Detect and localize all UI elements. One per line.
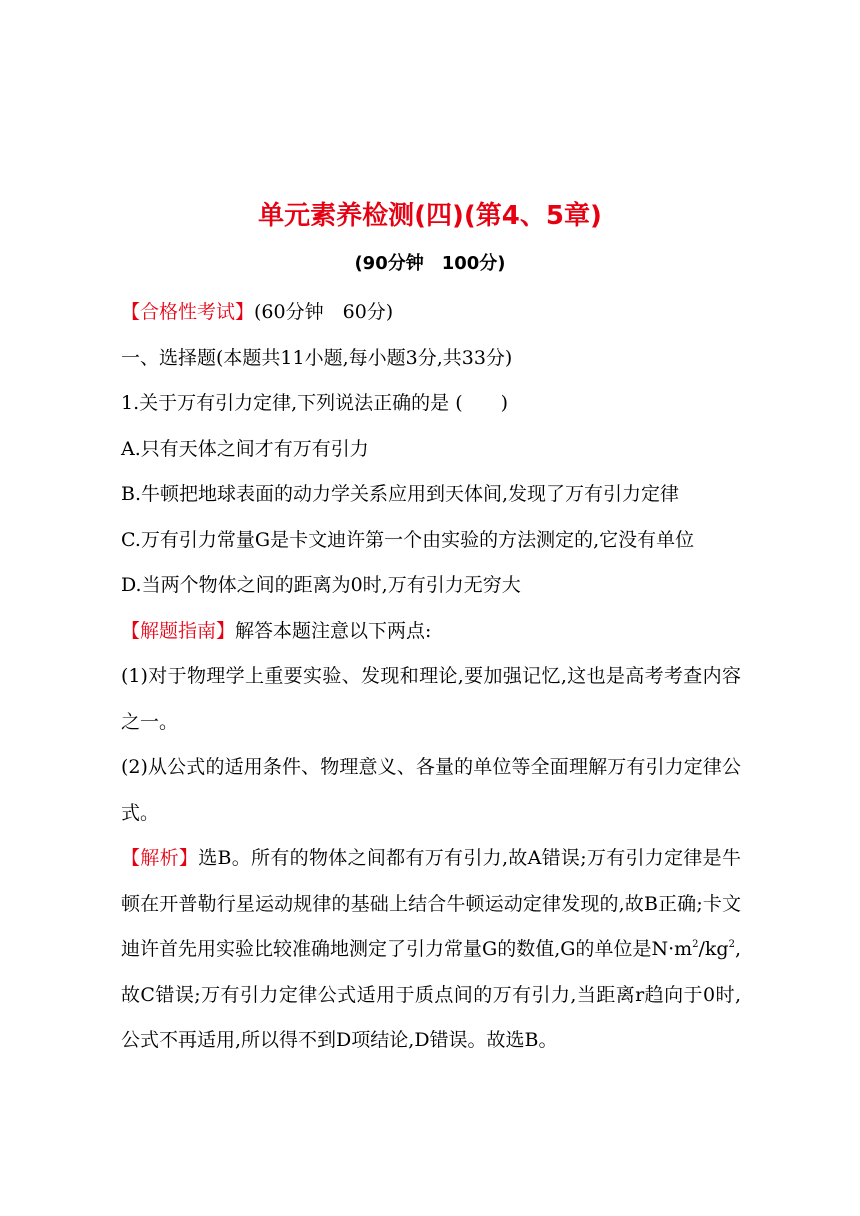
option-d: D.当两个物体之间的距离为0时,万有引力无穷大 [121, 574, 521, 596]
analysis-text-3: ,故C错误;万有引力定律公式适用于质点间的万有引力,当距离r趋向于0时,公式不再适用,所以得不到D项结论,D错误。故选B。 [121, 938, 741, 1051]
guide-point-2: (2)从公式的适用条件、物理意义、各量的单位等全面理解万有引力定律公式。 [121, 756, 741, 824]
unit-exponent-1: 2 [692, 939, 699, 950]
exam-duration-score: (90分钟 100分) [354, 253, 506, 274]
guide-tag: 【解题指南】 [121, 619, 236, 642]
document-body [121, 290, 741, 1064]
analysis-text-2: /kg [698, 938, 729, 960]
page-title: 单元素养检测(四)(第4、5章) [258, 201, 602, 231]
guide-intro: 解答本题注意以下两点: [235, 619, 432, 642]
analysis-tag: 【解析】 [121, 847, 199, 869]
option-c: C.万有引力常量G是卡文迪许第一个由实验的方法测定的,它没有单位 [121, 528, 695, 551]
section-tag: 【合格性考试】 [121, 301, 255, 323]
section-time: (60分钟 60分) [254, 301, 394, 323]
question-stem: 1.关于万有引力定律,下列说法正确的是 ( ) [121, 392, 509, 414]
part-heading: 一、选择题(本题共11小题,每小题3分,共33分) [121, 346, 513, 369]
guide-heading [121, 609, 741, 655]
unit-exponent-2: 2 [728, 939, 735, 950]
option-b: B.牛顿把地球表面的动力学关系应用到天体间,发现了万有引力定律 [121, 483, 680, 505]
analysis-paragraph [121, 836, 741, 1064]
guide-point-1: (1)对于物理学上重要实验、发现和理论,要加强记忆,这也是高考考查内容之一。 [121, 665, 741, 733]
analysis-text-1: 选B。所有的物体之间都有万有引力,故A错误;万有引力定律是牛顿在开普勒行星运动规律的基础上结合牛顿运动定律发现的,故B正确;卡文迪许首先用实验比较准确地测定了引力常量G的数值,G的单位是N·m [121, 847, 741, 960]
option-a: A.只有天体之间才有万有引力 [121, 437, 369, 460]
section-heading [121, 290, 741, 336]
